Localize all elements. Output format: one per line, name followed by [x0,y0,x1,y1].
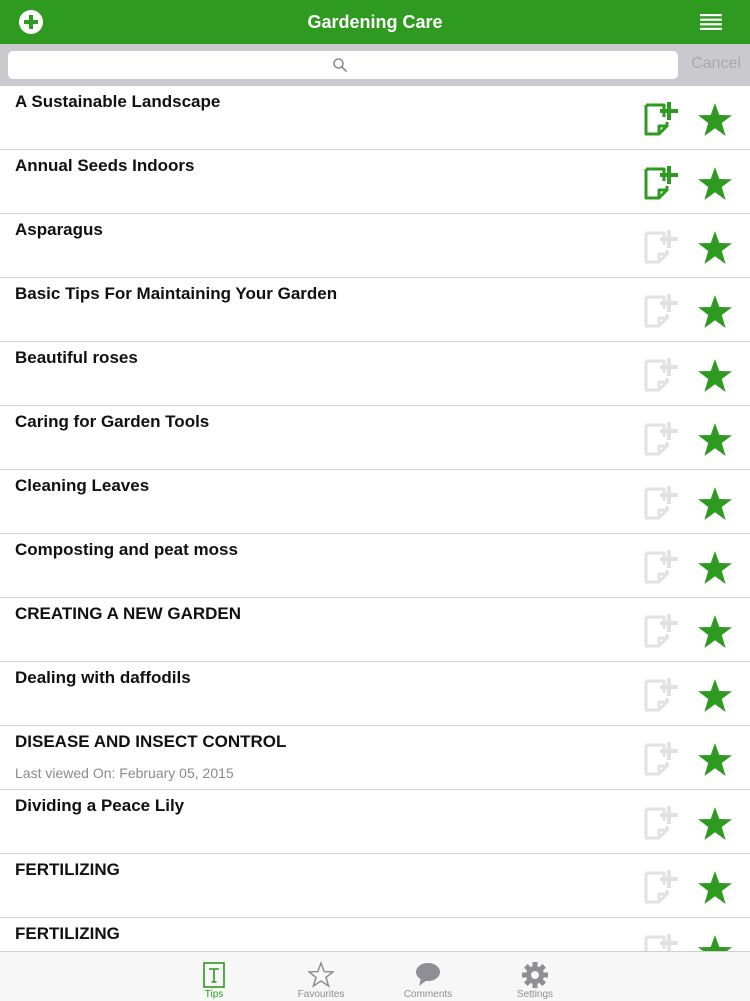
add-note-icon[interactable] [642,804,680,842]
tip-title: Caring for Garden Tools [15,412,210,431]
favourite-star-icon[interactable] [697,102,733,138]
favourite-star-icon[interactable] [697,166,733,202]
tip-title: Asparagus [15,220,103,239]
list-item[interactable] [0,598,750,662]
add-note-icon[interactable] [642,100,680,138]
add-note-icon[interactable] [642,548,680,586]
favourite-star-icon[interactable] [697,742,733,778]
tips-icon [201,961,227,989]
app-header [0,0,750,44]
list-item[interactable] [0,278,750,342]
favourite-star-icon[interactable] [697,934,733,951]
add-note-icon[interactable] [642,868,680,906]
list-item[interactable] [0,534,750,598]
list-item[interactable] [0,470,750,534]
cancel-button[interactable]: Cancel [691,55,741,72]
add-note-icon[interactable] [642,612,680,650]
list-item[interactable] [0,86,750,150]
favourite-star-icon[interactable] [697,422,733,458]
gear-icon [522,961,548,989]
tab-label: Settings [516,989,554,1000]
favourite-star-icon[interactable] [697,486,733,522]
add-note-icon[interactable] [642,228,680,266]
tip-title: Dividing a Peace Lily [15,796,185,815]
favourite-star-icon[interactable] [697,806,733,842]
favourite-star-icon[interactable] [697,870,733,906]
add-note-icon[interactable] [642,164,680,202]
tab-tips[interactable] [174,952,254,1001]
comment-bubble-icon [415,961,441,989]
favourite-star-icon[interactable] [697,678,733,714]
menu-lines-icon[interactable] [700,14,722,30]
list-item[interactable] [0,214,750,278]
tip-title: A Sustainable Landscape [15,92,221,111]
tip-title: FERTILIZING [15,860,120,879]
tip-title: FERTILIZING [15,924,120,943]
tab-label: Favourites [297,989,345,1000]
list-item[interactable] [0,406,750,470]
list-item[interactable] [0,150,750,214]
tip-title: Composting and peat moss [15,540,238,559]
add-note-icon[interactable] [642,356,680,394]
tip-title: Dealing with daffodils [15,668,191,687]
favourite-star-icon[interactable] [697,614,733,650]
tip-title: Annual Seeds Indoors [15,156,195,175]
page-title: Gardening Care [307,11,443,32]
plus-circle-icon[interactable] [17,8,45,36]
favourite-star-icon[interactable] [697,358,733,394]
tip-title: Basic Tips For Maintaining Your Garden [15,284,338,303]
tab-comments[interactable] [388,952,468,1001]
add-note-icon[interactable] [642,676,680,714]
add-note-icon[interactable] [642,420,680,458]
tab-label: Comments [403,989,453,1000]
tip-title: Beautiful roses [15,348,138,367]
list-item[interactable] [0,790,750,854]
favourite-star-icon[interactable] [697,294,733,330]
add-note-icon[interactable] [642,484,680,522]
list-item[interactable] [0,342,750,406]
add-note-icon[interactable] [642,740,680,778]
list-item[interactable] [0,662,750,726]
add-note-icon[interactable] [642,932,680,951]
favourite-star-icon[interactable] [697,230,733,266]
tab-label: Tips [204,989,224,1000]
search-icon [332,57,348,73]
tips-list [0,86,750,951]
list-item[interactable] [0,726,750,790]
tab-bar [0,951,750,1001]
search-bar [0,44,750,86]
last-viewed-text: Last viewed On: February 05, 2015 [15,765,234,781]
add-note-icon[interactable] [642,292,680,330]
tip-title: CREATING A NEW GARDEN [15,604,242,623]
favourite-star-icon[interactable] [697,550,733,586]
star-outline-icon [308,961,334,989]
tab-favourites[interactable] [281,952,361,1001]
tab-settings[interactable] [495,952,575,1001]
list-item[interactable] [0,918,750,951]
tip-title: Cleaning Leaves [15,476,150,495]
tip-title: DISEASE AND INSECT CONTROL [15,732,287,751]
list-item[interactable] [0,854,750,918]
